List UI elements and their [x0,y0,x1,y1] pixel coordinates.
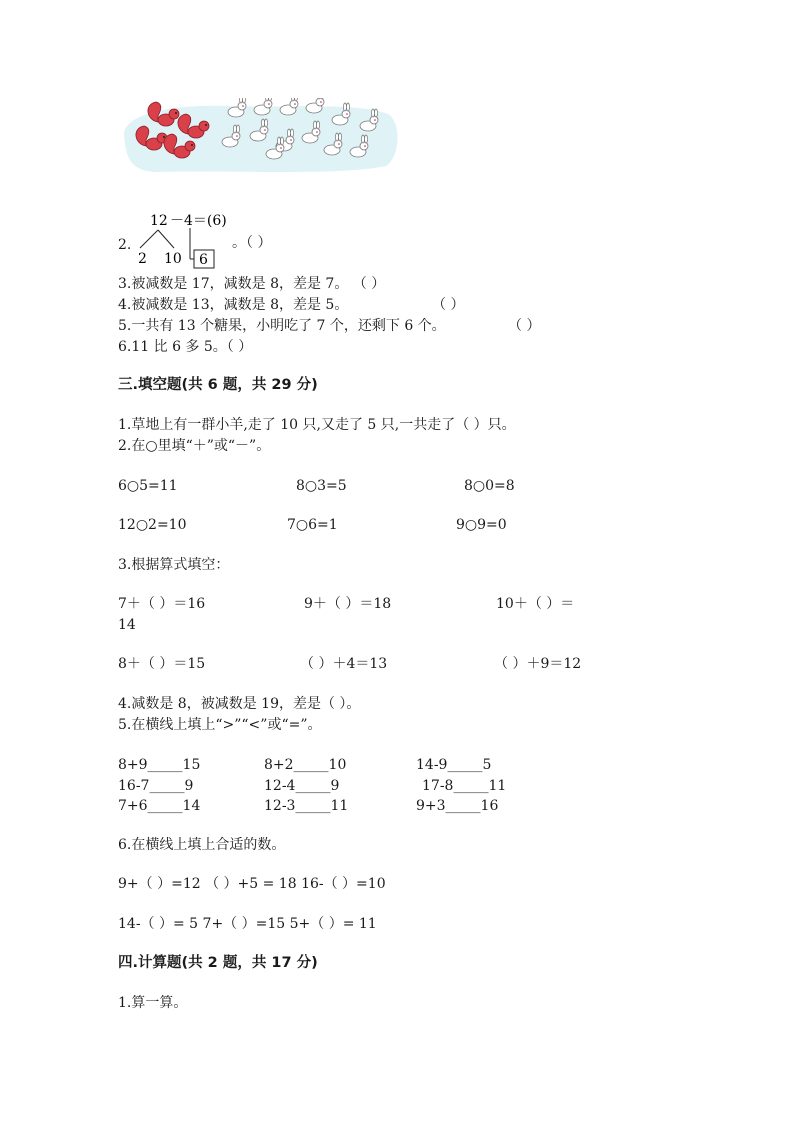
fill-q5-r1-c3: 14-9_____5 [416,757,492,773]
fill-q3-r2-c2: （ ）＋4＝13 [300,656,388,672]
split-diagram [118,208,318,270]
fill-q2-r1-c1: 6○5=11 [118,478,178,494]
rabbit-icon [254,98,272,115]
judge-q4: 4.被减数是 13，减数是 8，差是 5。 [118,297,349,313]
judge-q5: 5.一共有 13 个糖果，小明吃了 7 个，还剩下 6 个。 [118,318,446,334]
fill-q5-r2-c1: 16-7_____9 [118,778,194,794]
fill-q3: 3.根据算式填空： [118,557,230,573]
fill-q2-r1-c2: 8○3=5 [296,478,347,494]
fill-q2-r1-c3: 8○0=8 [464,478,515,494]
fill-q5-r3-c3: 9+3_____16 [416,798,499,814]
fill-q5-r2-c2: 12-4_____9 [264,778,340,794]
fill-q3-r2-c1: 8＋（ ）＝15 [118,656,206,672]
fill-q5-r3-c1: 7+6_____14 [118,798,201,814]
boxed-value: 6 [199,252,208,268]
rabbit-icon [280,98,298,115]
expr-right: －4＝(6) [170,213,227,229]
calc-q1: 1.算一算。 [118,995,188,1011]
fill-q3-r1-wrap: 14 [118,617,136,633]
judge-q2-number: 2. [118,237,132,253]
fill-q6-row2: 14-（ ）= 5 7+（ ）=15 5+（ ）= 11 [118,916,377,932]
calc-section-heading: 四.计算题(共 2 题，共 17 分) [118,955,318,971]
fill-section-heading: 三.填空题(共 6 题，共 29 分) [118,377,318,393]
fill-q2-r2-c2: 7○6=1 [287,517,338,533]
fill-q6: 6.在横线上填上合适的数。 [118,837,286,853]
fill-q2: 2.在○里填“＋”或“－”。 [118,438,271,454]
fill-q5-r3-c2: 12-3_____11 [264,798,349,814]
split-left: 2 [138,251,147,267]
fill-q3-r1-c2: 9＋（ ）＝18 [304,596,392,612]
fill-q3-r1-c3: 10＋（ ）＝ [496,596,575,612]
split-line-right [158,230,174,248]
fill-q5: 5.在横线上填上“>”“<”或“=”。 [118,717,322,733]
fill-q2-r2-c1: 12○2=10 [118,517,187,533]
fill-q3-r1-c1: 7＋（ ）＝16 [118,596,206,612]
judge-q6: 6.11 比 6 多 5。（ ） [118,339,253,355]
judge-q4-paren: （ ） [432,297,465,313]
animals-picture [118,98,398,173]
fill-q4: 4.减数是 8，被减数是 19，差是（ ）。 [118,696,361,712]
fill-q6-row1: 9+（ ）=12 （ ）+5 = 18 16-（ ）=10 [118,876,386,892]
judge-q3: 3.被减数是 17，减数是 8，差是 7。 （ ） [118,276,386,292]
expr-left: 12 [150,213,168,229]
fill-q5-r1-c2: 8+2_____10 [264,757,347,773]
fill-q5-r1-c1: 8+9_____15 [118,757,201,773]
judge-q2-tail: 。（ ） [232,235,272,251]
fill-q1: 1.草地上有一群小羊,走了 10 只,又走了 5 只,一共走了（ ）只。 [118,417,516,433]
fill-q2-r2-c3: 9○9=0 [456,517,507,533]
split-line-left [140,230,158,248]
judge-q5-paren: （ ） [508,318,541,334]
split-right: 10 [164,251,182,267]
fill-q5-r2-c3: 17-8_____11 [422,778,507,794]
fill-q3-r2-c3: （ ）＋9＝12 [494,656,582,672]
